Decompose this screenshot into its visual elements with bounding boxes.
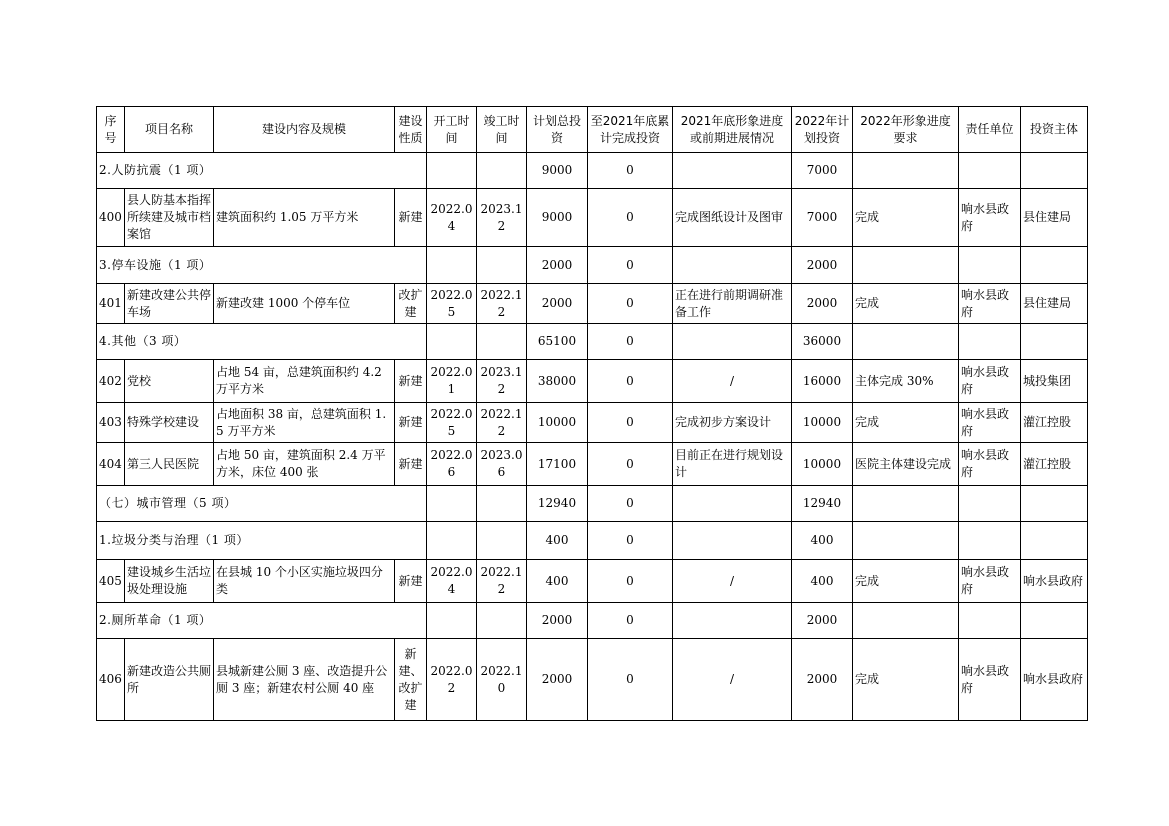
cell-end: 2022.12 (477, 403, 527, 443)
section-done-2021: 0 (588, 153, 673, 189)
section-row (97, 153, 1088, 189)
cell-content: 占地 50 亩，建筑面积 2.4 万平方米，床位 400 张 (214, 443, 395, 486)
section-done-2021: 0 (588, 603, 673, 639)
table-row (97, 284, 1088, 324)
cell-seq: 406 (97, 639, 125, 721)
cell-req-2022: 完成 (853, 560, 959, 603)
cell-plan-total: 2000 (527, 284, 588, 324)
table-row (97, 189, 1088, 247)
cell-seq: 405 (97, 560, 125, 603)
cell-unit: 响水县政府 (959, 639, 1021, 721)
cell-content: 占地面积 38 亩，总建筑面积 1.5 万平方米 (214, 403, 395, 443)
section-row (97, 324, 1088, 360)
cell-done-2021: 0 (588, 189, 673, 247)
cell-start: 2022.02 (427, 639, 477, 721)
cell-name: 特殊学校建设 (125, 403, 214, 443)
cell-end: 2023.12 (477, 189, 527, 247)
section-plan-2022: 2000 (792, 603, 853, 639)
cell-unit: 响水县政府 (959, 284, 1021, 324)
cell-unit: 响水县政府 (959, 403, 1021, 443)
header-end: 竣工时间 (477, 107, 527, 153)
header-seq: 序号 (97, 107, 125, 153)
section-title: 3.停车设施（1 项） (97, 247, 427, 284)
section-plan-total: 2000 (527, 247, 588, 284)
section-plan-total: 2000 (527, 603, 588, 639)
cell-plan-total: 2000 (527, 639, 588, 721)
header-nature: 建设性质 (395, 107, 427, 153)
section-plan-total: 400 (527, 522, 588, 560)
header-name: 项目名称 (125, 107, 214, 153)
cell-plan-2022: 2000 (792, 284, 853, 324)
cell-unit: 响水县政府 (959, 360, 1021, 403)
cell-plan-2022: 2000 (792, 639, 853, 721)
cell-start: 2022.04 (427, 189, 477, 247)
table-row (97, 403, 1088, 443)
cell-progress-2021: 目前正在进行规划设计 (673, 443, 792, 486)
cell-progress-2021: / (673, 639, 792, 721)
cell-plan-2022: 400 (792, 560, 853, 603)
header-investor: 投资主体 (1021, 107, 1088, 153)
cell-seq: 401 (97, 284, 125, 324)
cell-progress-2021: / (673, 560, 792, 603)
cell-start: 2022.06 (427, 443, 477, 486)
cell-req-2022: 医院主体建设完成 (853, 443, 959, 486)
cell-plan-total: 400 (527, 560, 588, 603)
cell-content: 占地 54 亩，总建筑面积约 4.2 万平方米 (214, 360, 395, 403)
cell-nature: 新建、改扩建 (395, 639, 427, 721)
cell-done-2021: 0 (588, 360, 673, 403)
table-row (97, 639, 1088, 721)
cell-seq: 404 (97, 443, 125, 486)
header-progress-2021: 2021年底形象进度或前期进展情况 (673, 107, 792, 153)
cell-plan-2022: 10000 (792, 443, 853, 486)
cell-nature: 改扩建 (395, 284, 427, 324)
cell-nature: 新建 (395, 360, 427, 403)
header-row (97, 107, 1088, 153)
section-done-2021: 0 (588, 324, 673, 360)
cell-progress-2021: 完成图纸设计及图审 (673, 189, 792, 247)
cell-name: 第三人民医院 (125, 443, 214, 486)
cell-start: 2022.01 (427, 360, 477, 403)
cell-content: 新建改建 1000 个停车位 (214, 284, 395, 324)
cell-plan-2022: 10000 (792, 403, 853, 443)
section-row (97, 247, 1088, 284)
header-content: 建设内容及规模 (214, 107, 395, 153)
cell-progress-2021: 完成初步方案设计 (673, 403, 792, 443)
header-unit: 责任单位 (959, 107, 1021, 153)
cell-end: 2022.10 (477, 639, 527, 721)
table-row (97, 360, 1088, 403)
section-plan-2022: 7000 (792, 153, 853, 189)
section-plan-2022: 12940 (792, 486, 853, 522)
cell-progress-2021: 正在进行前期调研准备工作 (673, 284, 792, 324)
table-row (97, 560, 1088, 603)
cell-req-2022: 主体完成 30% (853, 360, 959, 403)
header-done-2021: 至2021年底累计完成投资 (588, 107, 673, 153)
section-done-2021: 0 (588, 486, 673, 522)
header-plan-2022: 2022年计划投资 (792, 107, 853, 153)
section-plan-2022: 400 (792, 522, 853, 560)
cell-nature: 新建 (395, 443, 427, 486)
header-start: 开工时间 (427, 107, 477, 153)
cell-done-2021: 0 (588, 284, 673, 324)
cell-nature: 新建 (395, 560, 427, 603)
cell-unit: 响水县政府 (959, 189, 1021, 247)
cell-plan-total: 38000 (527, 360, 588, 403)
section-row (97, 522, 1088, 560)
cell-done-2021: 0 (588, 560, 673, 603)
cell-investor: 县住建局 (1021, 189, 1088, 247)
cell-req-2022: 完成 (853, 403, 959, 443)
cell-name: 新建改造公共厕所 (125, 639, 214, 721)
cell-req-2022: 完成 (853, 284, 959, 324)
cell-content: 县城新建公厕 3 座、改造提升公厕 3 座；新建农村公厕 40 座 (214, 639, 395, 721)
cell-content: 建筑面积约 1.05 万平方米 (214, 189, 395, 247)
section-plan-total: 65100 (527, 324, 588, 360)
project-table (96, 106, 1088, 721)
cell-investor: 响水县政府 (1021, 639, 1088, 721)
cell-investor: 灌江控股 (1021, 403, 1088, 443)
section-title: 4.其他（3 项） (97, 324, 427, 360)
cell-unit: 响水县政府 (959, 560, 1021, 603)
cell-nature: 新建 (395, 403, 427, 443)
section-row (97, 603, 1088, 639)
cell-seq: 402 (97, 360, 125, 403)
cell-investor: 县住建局 (1021, 284, 1088, 324)
section-title: 2.人防抗震（1 项） (97, 153, 427, 189)
cell-start: 2022.05 (427, 403, 477, 443)
cell-unit: 响水县政府 (959, 443, 1021, 486)
section-plan-total: 9000 (527, 153, 588, 189)
cell-done-2021: 0 (588, 403, 673, 443)
cell-seq: 403 (97, 403, 125, 443)
cell-investor: 灌江控股 (1021, 443, 1088, 486)
section-title: 1.垃圾分类与治理（1 项） (97, 522, 427, 560)
cell-end: 2023.12 (477, 360, 527, 403)
cell-name: 党校 (125, 360, 214, 403)
cell-name: 新建改建公共停车场 (125, 284, 214, 324)
cell-start: 2022.05 (427, 284, 477, 324)
cell-end: 2022.12 (477, 284, 527, 324)
section-plan-2022: 36000 (792, 324, 853, 360)
section-plan-total: 12940 (527, 486, 588, 522)
cell-nature: 新建 (395, 189, 427, 247)
section-done-2021: 0 (588, 522, 673, 560)
cell-name: 建设城乡生活垃圾处理设施 (125, 560, 214, 603)
cell-content: 在县城 10 个小区实施垃圾四分类 (214, 560, 395, 603)
cell-req-2022: 完成 (853, 639, 959, 721)
header-plan-total: 计划总投资 (527, 107, 588, 153)
cell-investor: 响水县政府 (1021, 560, 1088, 603)
section-title: 2.厕所革命（1 项） (97, 603, 427, 639)
cell-plan-total: 17100 (527, 443, 588, 486)
cell-investor: 城投集团 (1021, 360, 1088, 403)
cell-done-2021: 0 (588, 443, 673, 486)
section-title: （七）城市管理（5 项） (97, 486, 427, 522)
cell-progress-2021: / (673, 360, 792, 403)
section-row (97, 486, 1088, 522)
header-req-2022: 2022年形象进度要求 (853, 107, 959, 153)
cell-end: 2022.12 (477, 560, 527, 603)
cell-plan-2022: 16000 (792, 360, 853, 403)
cell-seq: 400 (97, 189, 125, 247)
cell-start: 2022.04 (427, 560, 477, 603)
cell-name: 县人防基本指挥所续建及城市档案馆 (125, 189, 214, 247)
cell-plan-total: 10000 (527, 403, 588, 443)
cell-end: 2023.06 (477, 443, 527, 486)
cell-req-2022: 完成 (853, 189, 959, 247)
cell-plan-2022: 7000 (792, 189, 853, 247)
section-done-2021: 0 (588, 247, 673, 284)
section-plan-2022: 2000 (792, 247, 853, 284)
table-row (97, 443, 1088, 486)
cell-done-2021: 0 (588, 639, 673, 721)
cell-plan-total: 9000 (527, 189, 588, 247)
